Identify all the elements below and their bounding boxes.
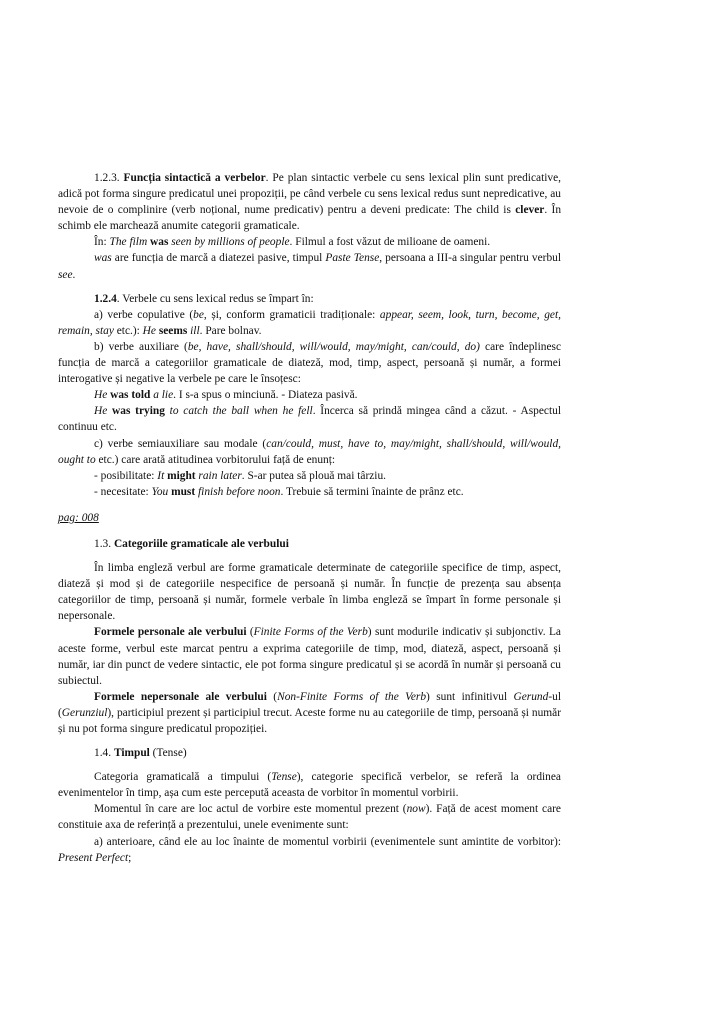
section-1-2-3-paragraph: 1.2.3. Funcția sintactică a verbelor. Pe plan sintactic verbele cu sens lexical plin sunt predicative, adică pot forma singure predicatul unei propoziții, pe când verbele cu sens lexical redus sunt nepredicative, au nevoie de o complinire (verb noțional, nume predicativ) pentru a deveni predicate: The child is clever. În schimb ele marchează anumite categorii gramaticale. bbox=[58, 172, 562, 233]
present-moment-paragraph: Momentul în care are loc actul de vorbire este momentul prezent (now). Față de acest moment care constituie axa de referință a prezentului, unele evenimente sunt: bbox=[58, 803, 561, 832]
was-explanation: was are funcția de marcă a diatezei pasive, timpul Paste Tense, persoana a III-a singular pentru verbul see. bbox=[58, 252, 562, 281]
section-1-3-paragraph-1: În limba engleză verbul are forme gramaticale determinate de categoriile specifice de timp, aspect, diateză și mod și de categoriile nespecifice de persoană și număr. În funcție de prezența sau absența categoriilor de timp, persoană și număr, formele verbale în limba engleză se împart în forme personale și nepersonale. bbox=[58, 562, 561, 623]
section-1-4-heading: 1.4. Timpul (Tense) bbox=[94, 747, 187, 760]
auxiliary-verbs-item: b) verbe auxiliare (be, have, shall/should, will/would, may/might, can/could, do) care îndeplinesc funcția de marcă a categoriilor gramaticale de diateză, mod, timp, aspect, persoană și număr, a formei interogative și negative la verbele pe care le însoțesc: bbox=[58, 340, 561, 386]
section-1-3-heading: 1.3. Categoriile gramaticale ale verbului bbox=[94, 537, 289, 550]
section-1-2-3-title: Funcția sintactică a verbelor bbox=[123, 172, 266, 184]
example-film: În: The film was seen by millions of people. Filmul a fost văzut de milioane de oameni. bbox=[94, 236, 491, 249]
section-1-3-title: Categoriile gramaticale ale verbului bbox=[113, 537, 289, 550]
non-finite-forms-paragraph: Formele nepersonale ale verbului (Non-Finite Forms of the Verb) sunt infinitivul Gerund-ul (Gerunziul), participiul prezent și participiul trecut. Aceste forme nu au categoriile de timp, persoană și număr și nu pot forma singure predicatul propoziției. bbox=[58, 690, 561, 735]
finite-forms-paragraph: Formele personale ale verbului (Finite Forms of the Verb) sunt modurile indicativ și subjonctiv. La aceste forme, verbul este marcat pentru a exprima categoriile de timp, mod, diateză, aspect, persoană și număr, iar din punct de vedere sintactic, ele pot forma singure predicatul și se acordă în număr și persoană cu subiectul. bbox=[58, 626, 561, 687]
document-page bbox=[58, 170, 561, 866]
section-1-2-4-number: 1.2.4 bbox=[94, 292, 117, 305]
possibility-example: - posibilitate: It might rain later. S-ar putea să plouă mai târziu. bbox=[94, 469, 387, 482]
necessity-example: - necesitate: You must finish before noon. Trebuie să termini înainte de prânz etc. bbox=[94, 485, 464, 498]
section-1-4-title: Timpul bbox=[113, 747, 150, 760]
page-marker-link[interactable]: pag: 008 bbox=[58, 511, 99, 524]
example-told-lie: He was told a lie. I s-a spus o minciună. - Diateza pasivă. bbox=[94, 389, 358, 402]
section-1-2-4-heading: 1.2.4. Verbele cu sens lexical redus se împart în: bbox=[94, 292, 314, 305]
tense-category-paragraph: Categoria gramaticală a timpului (Tense), categorie specifică verbelor, se referă la ordinea evenimentelor în timp, așa cum este percepută aceasta de vorbitor în momentul vorbirii. bbox=[58, 771, 561, 800]
anterior-events-item: a) anterioare, când ele au loc înainte de momentul vorbirii (evenimentele sunt amintite de vorbitor): Present Perfect; bbox=[58, 835, 561, 864]
copulative-verbs-item: a) verbe copulative (be, și, conform gramaticii tradiționale: appear, seem, look, turn, become, get, remain, stay etc.): He seems ill. Pare bolnav. bbox=[58, 308, 561, 337]
example-trying-ball: He was trying to catch the ball when he fell. Încerca să prindă mingea când a căzut. - Aspectul continuu etc. bbox=[58, 405, 562, 434]
modal-verbs-item: c) verbe semiauxiliare sau modale (can/could, must, have to, may/might, shall/should, will/would, ought to etc.) care arată atitudinea vorbitorului față de enunț: bbox=[58, 437, 562, 466]
